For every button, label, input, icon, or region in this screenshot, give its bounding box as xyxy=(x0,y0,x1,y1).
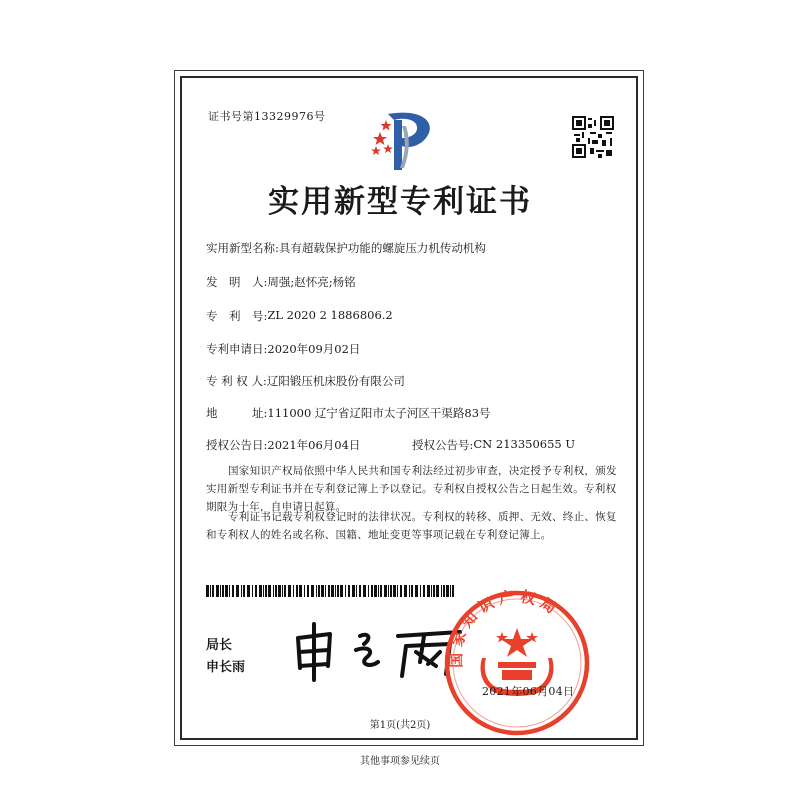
field-grant-number xyxy=(412,437,575,453)
field-label: 专利申请日: xyxy=(206,342,268,356)
field-inventor xyxy=(206,274,356,290)
page-number: 第1页(共2页) xyxy=(369,720,431,731)
field-value: CN 213350655 U xyxy=(473,437,576,451)
field-label: 发 明 人: xyxy=(206,275,268,289)
field-label: 实用新型名称: xyxy=(206,241,279,255)
field-value: 辽阳锻压机床股份有限公司 xyxy=(266,374,405,388)
barcode-icon xyxy=(206,585,456,597)
director-name: 申长雨 xyxy=(206,660,246,675)
legal-paragraph: 国家知识产权局依照中华人民共和国专利法经过初步审查，决定授予专利权，颁发实用新型专利证书并在专利登记簿上予以登记。专利权自授权公告之日起生效。专利权期限为十年，自申请日起算。 xyxy=(206,465,617,513)
field-value: ZL 2020 2 1886806.2 xyxy=(267,308,393,322)
field-grant-date xyxy=(206,437,360,453)
svg-text:国家知识产权局: 国家知识产权局 xyxy=(446,588,564,668)
field-value: 2020年09月02日 xyxy=(267,342,361,356)
cnipa-logo-icon xyxy=(366,108,440,174)
footer-note: 其他事项参见续页 xyxy=(360,756,440,767)
field-value: 2021年06月04日 xyxy=(267,438,361,452)
field-patentee xyxy=(206,373,405,389)
field-value: 周强;赵怀亮;杨铭 xyxy=(267,275,356,289)
field-label: 专 利 号: xyxy=(206,309,268,323)
field-label: 授权公告号: xyxy=(412,438,474,452)
field-label: 地 址: xyxy=(206,406,268,420)
seal-date: 2021年06月04日 xyxy=(482,685,575,698)
field-label: 专 利 权 人: xyxy=(206,374,267,388)
field-value: 111000 辽宁省辽阳市太子河区干渠路83号 xyxy=(267,406,491,420)
field-filing-date xyxy=(206,341,360,357)
field-patent-number xyxy=(206,308,393,324)
field-label: 授权公告日: xyxy=(206,438,268,452)
certificate-number: 证书号第13329976号 xyxy=(208,110,326,123)
certificate-title: 实用新型专利证书 xyxy=(268,184,532,220)
legal-paragraph: 专利证书记载专利权登记时的法律状况。专利权的转移、质押、无效、终止、恢复和专利权人的姓名或名称、国籍、地址变更等事项记载在专利登记簿上。 xyxy=(206,511,617,541)
director-title: 局长 xyxy=(206,638,233,653)
qr-code-icon xyxy=(572,116,614,158)
field-address xyxy=(206,405,491,421)
field-utility-name xyxy=(206,240,486,256)
field-value: 具有超载保护功能的螺旋压力机传动机构 xyxy=(278,241,486,255)
